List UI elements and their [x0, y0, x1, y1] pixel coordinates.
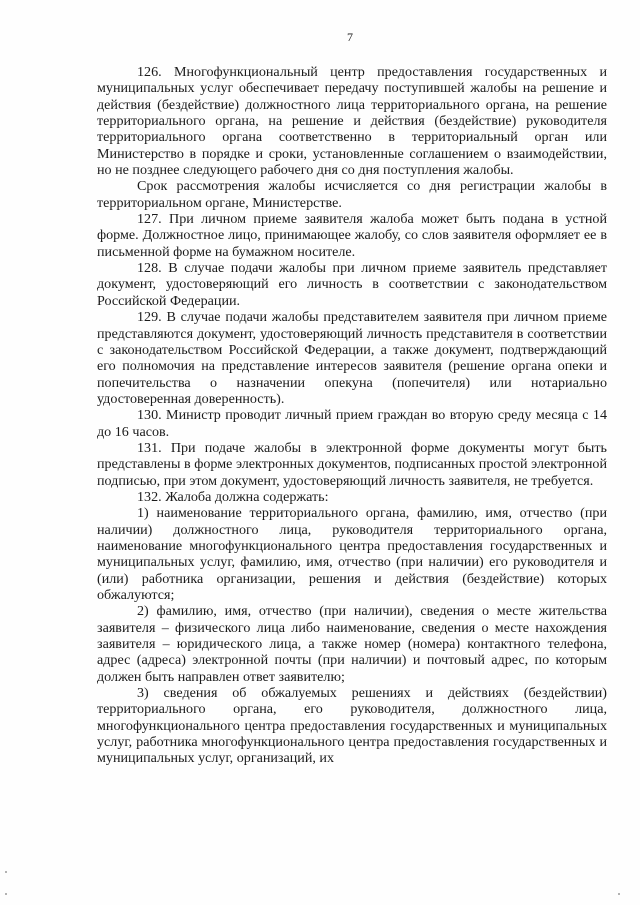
list-item-3: 3) сведения об обжалуемых решениях и действиях (бездействии) территориального органа, его руководителя, должностного лица, многофункционального центра предоставления государственных и муниципальных услуг, работника многофункционального центра предоставления государственных и муниципальных услуг, организаций, их — [97, 685, 607, 767]
page-number: 7 — [347, 30, 353, 44]
scan-speck — [5, 871, 7, 873]
scan-speck — [5, 893, 7, 895]
list-item-2: 2) фамилию, имя, отчество (при наличии), сведения о месте жительства заявителя – физического лица либо наименование, сведения о месте нахождения заявителя – юридического лица, а также номер (номера) контактного телефона, адрес (адреса) электронной почты (при наличии) и почтовый адрес, по которым должен быть направлен ответ заявителю; — [97, 603, 607, 685]
scan-speck — [618, 893, 620, 895]
paragraph-131: 131. При подаче жалобы в электронной форме документы могут быть представлены в форме электронных документов, подписанных простой электронной подписью, при этом документ, удостоверяющий личность заявителя, не требуется. — [97, 439, 607, 489]
paragraph-126: 126. Многофункциональный центр предоставления государственных и муниципальных услуг обеспечивает передачу поступившей жалобы на решение и действия (бездействие) должностного лица территориального органа, на решение территориального органа, на решение и действия (бездействие) руководителя территориального органа соответственно в территориальный орган или Министерство в порядке и сроки, установленные соглашением о взаимодействии, но не позднее следующего рабочего дня со дня поступления жалобы. — [97, 64, 607, 179]
paragraph-132: 132. Жалоба должна содержать: — [137, 488, 329, 505]
document-body — [97, 64, 607, 767]
paragraph-127: 127. При личном приеме заявителя жалоба может быть подана в устной форме. Должностное лицо, принимающее жалобу, со слов заявителя оформляет ее в письменной форме на бумажном носителе. — [97, 211, 607, 260]
paragraph-130: 130. Министр проводит личный прием граждан во вторую среду месяца с 14 до 16 часов. — [97, 407, 607, 440]
paragraph-128: 128. В случае подачи жалобы при личном приеме заявитель представляет документ, удостоверяющий его личность в соответствии с законодательством Российской Федерации. — [97, 260, 607, 309]
paragraph-review-period: Срок рассмотрения жалобы исчисляется со дня регистрации жалобы в территориальном органе, Министерстве. — [97, 178, 607, 211]
list-item-1: 1) наименование территориального органа, фамилию, имя, отчество (при наличии) должностного лица, руководителя территориального органа, наименование многофункционального центра предоставления государственных и муниципальных услуг, фамилию, имя, отчество (при наличии) его руководителя и (или) работника организации, решения и действия (бездействие) которых обжалуются; — [97, 505, 607, 603]
paragraph-129: 129. В случае подачи жалобы представителем заявителя при личном приеме представляются документ, удостоверяющий личность представителя в соответствии с законодательством Российской Федерации, а также документ, подтверждающий его полномочия на представление интересов заявителя (решение органа опеки и попечительства о назначении опекуна (попечителя) или нотариально удостоверенная доверенность). — [97, 309, 607, 407]
